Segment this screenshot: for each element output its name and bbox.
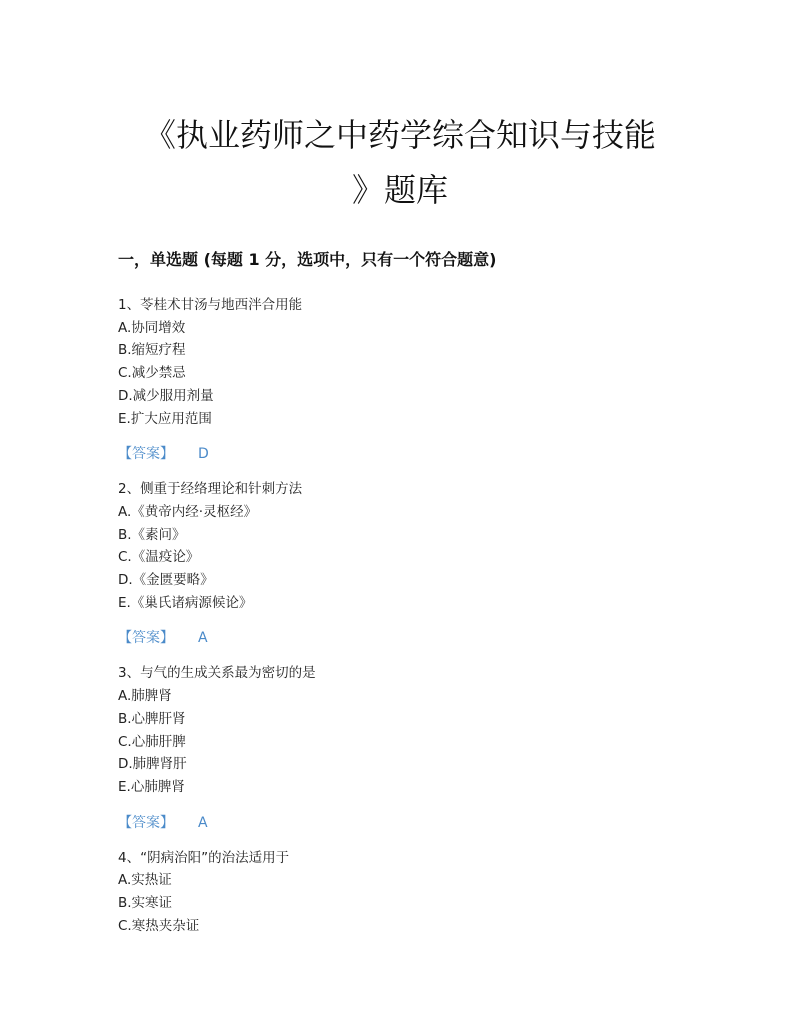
- option-c: C.心肺肝脾: [118, 733, 186, 750]
- question-stem: 3、与气的生成关系最为密切的是: [118, 665, 316, 682]
- section-heading: 一，单选题 (每题 1 分，选项中，只有一个符合题意): [118, 250, 497, 269]
- option-b: B.心脾肝肾: [118, 710, 186, 727]
- option-d: D.减少服用剂量: [118, 387, 214, 404]
- option-a: A.《黄帝内经·灵枢经》: [118, 503, 258, 520]
- answer-value: D: [198, 446, 209, 463]
- question-stem: 4、“阴病治阳”的治法适用于: [118, 849, 290, 866]
- option-d: D.《金匮要略》: [118, 572, 214, 589]
- document-title: [100, 108, 700, 218]
- option-e: E.扩大应用范围: [118, 410, 212, 427]
- title-line-2: 》题库: [351, 171, 448, 209]
- option-d: D.肺脾肾肝: [118, 756, 187, 773]
- question-stem: 2、侧重于经络理论和针刺方法: [118, 481, 303, 498]
- title-line-1: 《执业药师之中药学综合知识与技能: [143, 116, 656, 154]
- question-2: [118, 478, 718, 649]
- question-1: [118, 294, 718, 465]
- answer-row: [118, 443, 718, 465]
- option-e: E.心肺脾肾: [118, 778, 185, 795]
- option-a: A.肺脾肾: [118, 688, 172, 705]
- option-c: C.《温疫论》: [118, 549, 200, 566]
- question-list: [118, 294, 718, 937]
- question-4: [118, 847, 718, 938]
- option-e: E.《巢氏诸病源候论》: [118, 594, 253, 611]
- answer-row: [118, 627, 718, 649]
- option-c: C.减少禁忌: [118, 365, 186, 382]
- option-c: C.寒热夹杂证: [118, 917, 200, 934]
- answer-label: 【答案】: [118, 446, 174, 463]
- answer-row: [118, 812, 718, 834]
- answer-value: A: [198, 814, 208, 831]
- option-b: B.缩短疗程: [118, 342, 186, 359]
- option-a: A.协同增效: [118, 319, 186, 336]
- option-a: A.实热证: [118, 872, 172, 889]
- option-b: B.实寒证: [118, 895, 173, 912]
- answer-label: 【答案】: [118, 630, 174, 647]
- answer-value: A: [198, 630, 208, 647]
- answer-label: 【答案】: [118, 814, 174, 831]
- question-stem: 1、苓桂术甘汤与地西泮合用能: [118, 297, 303, 313]
- question-3: [118, 662, 718, 833]
- option-b: B.《素问》: [118, 526, 186, 543]
